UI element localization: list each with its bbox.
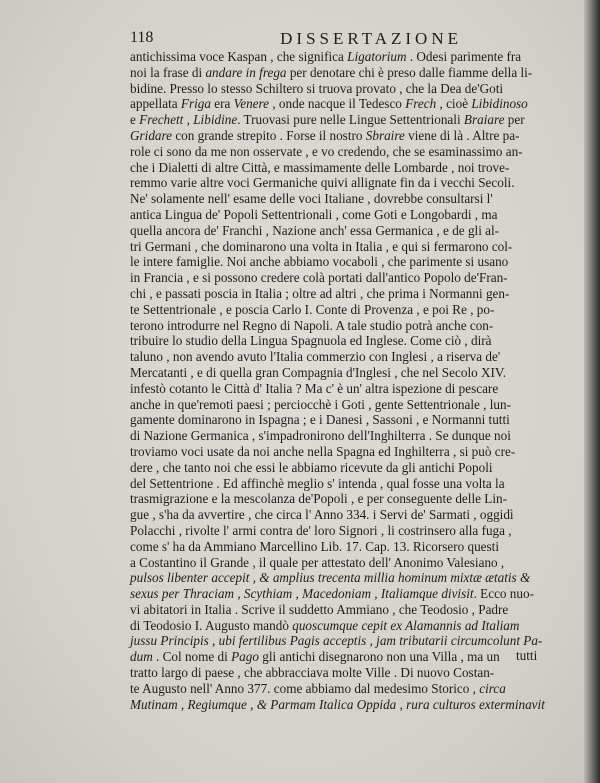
- catchword: tutti: [516, 648, 538, 663]
- text-line: [130, 49, 552, 65]
- text-segment: Frech: [405, 96, 437, 112]
- text-segment: di Teodosio I. Augusto mandò: [130, 617, 293, 633]
- text-segment: gue , s'ha da avvertire , che circa l' Anno 334. i Servi de' Sarmati , oggidì: [130, 507, 514, 523]
- text-line: [130, 507, 552, 523]
- text-segment: tri Germani , che dominarono una volta in Italia , e qui si fermarono col-: [130, 238, 513, 254]
- text-line: [130, 681, 552, 697]
- text-segment: gli antichi disegnarono non una Villa , ma un: [258, 649, 500, 665]
- text-segment: . Col nome di: [152, 649, 232, 665]
- text-segment: antichissima voce Kaspan , che significa: [130, 49, 348, 64]
- text-segment: per: [504, 112, 525, 128]
- text-line: [130, 412, 552, 428]
- text-line: [130, 333, 552, 349]
- text-segment: quoscumque cepit ex Alamannis ad Italiam: [292, 617, 520, 633]
- text-segment: Ligatorium: [347, 49, 407, 64]
- text-segment: Mutinam , Regiumque , & Parmam Italica Oppida , rura culturos exterminavit: [130, 696, 545, 712]
- text-line: [130, 144, 552, 160]
- text-line: [130, 523, 552, 539]
- text-line: [130, 239, 552, 255]
- text-line: [130, 586, 552, 602]
- text-segment: bidine. Presso lo stesso Schiltero si truova provato , che la Dea de'Goti: [130, 80, 504, 96]
- text-segment: di Nazione Germanica , s'impadronirono dell'Inghilterra . Se dunque noi: [130, 428, 511, 444]
- text-segment: Sbraire: [365, 127, 405, 143]
- text-segment: per denotare chi è preso dalle fiamme della li-: [286, 64, 533, 80]
- text-segment: del Settentrione . Ed affinchè meglio s' intenda , qual fosse una volta la: [130, 475, 505, 491]
- text-segment: Venere: [233, 96, 270, 112]
- text-line: [130, 160, 552, 176]
- text-segment: con grande strepito . Forse il nostro: [172, 127, 366, 143]
- text-segment: pulsos libenter accepit , & amplius trecenta millia hominum mixtæ ætatis &: [130, 570, 531, 586]
- text-line: [130, 697, 552, 713]
- text-segment: troviamo voci usate da noi anche nella Spagna ed Inghilterra , si può cre-: [130, 443, 516, 459]
- text-line: [130, 270, 552, 286]
- text-segment: Gridare: [130, 127, 173, 143]
- text-line: [130, 491, 552, 507]
- text-segment: andare in frega: [205, 64, 287, 80]
- text-segment: remmo varie altre voci Germaniche quivi allignate fin da i vecchi Secoli.: [130, 175, 515, 191]
- page-edge-shadow: [584, 0, 600, 783]
- text-segment: noi la frase di: [130, 64, 206, 80]
- text-segment: Frechett , Libidine: [139, 112, 238, 128]
- text-segment: anche in que'remoti paesi ; perciocchè i Goti , gente Settentrionale , lun-: [130, 396, 512, 412]
- text-segment: Friga: [180, 96, 211, 112]
- text-line: [130, 318, 552, 334]
- text-segment: a Costantino il Grande , il quale per attestato dell' Anonimo Valesiano ,: [130, 554, 505, 570]
- text-segment: Ne' solamente nell' esame delle voci Italiane , dovrebbe consultarsi l': [130, 191, 493, 207]
- text-segment: terono introdurre nel Regno di Napoli. A tale studio potrà anche con-: [130, 317, 494, 333]
- text-segment: dere , che tanto noi che essi le abbiamo ricevute da gli antichi Popoli: [130, 459, 493, 475]
- text-segment: Polacchi , rivolte l' armi contra de' loro Signori , li costrinsero alla fuga ,: [130, 522, 512, 538]
- text-line: [130, 207, 552, 223]
- text-line: [130, 175, 552, 191]
- text-segment: Braiare: [463, 112, 505, 128]
- text-line: [130, 286, 552, 302]
- text-line: [130, 397, 552, 413]
- text-line: [130, 570, 552, 586]
- text-segment: viene di là . Altre pa-: [404, 127, 520, 143]
- text-segment: antica Lingua de' Popoli Settentrionali , come Goti e Longobardi , ma: [130, 206, 498, 222]
- text-line: [130, 81, 552, 97]
- text-segment: Pago: [231, 649, 259, 665]
- text-segment: . Truovasi pure nelle Lingue Settentrionali: [237, 112, 464, 128]
- text-line: [130, 223, 552, 239]
- text-segment: vi abitatori in Italia . Scrive il suddetto Ammiano , che Teodosio , Padre: [130, 601, 509, 617]
- text-line: [130, 96, 552, 112]
- text-segment: Libidinoso: [471, 96, 528, 112]
- text-line: [130, 302, 552, 318]
- text-line: [130, 460, 552, 476]
- text-line: [130, 381, 552, 397]
- text-line: [130, 649, 552, 665]
- text-segment: e: [130, 112, 140, 128]
- text-segment: infestò cotanto le Città d' Italia ? Ma c' è un' altra ispezione di pescare: [130, 380, 499, 396]
- text-segment: tribuire lo studio della Lingua Spagnuola ed Inglese. Come ciò , dirà: [130, 333, 492, 349]
- text-line: [130, 444, 552, 460]
- text-line: [130, 254, 552, 270]
- text-segment: dum: [130, 649, 153, 665]
- text-segment: sexus per Thraciam , Scythiam , Macedoniam , Italiamque divisit: [130, 586, 474, 602]
- text-segment: . Odesi parimente fra: [406, 49, 522, 64]
- running-title: DISSERTAZIONE: [280, 29, 462, 48]
- text-line: [130, 65, 552, 81]
- text-line: [130, 365, 552, 381]
- text-line: [130, 428, 552, 444]
- text-segment: tratto largo di paese , che abbracciava molte Ville . Di nuovo Costan-: [130, 665, 495, 681]
- text-segment: te Augusto nell' Anno 377. come abbiamo dal medesimo Storico ,: [130, 680, 480, 696]
- text-segment: chi , e passati poscia in Italia ; oltre ad altri , che prima i Normanni gen-: [130, 285, 510, 301]
- text-line: [130, 112, 552, 128]
- text-segment: , onde nacque il Tedesco: [269, 96, 406, 112]
- text-segment: te Settentrionale , e poscia Carlo I. Conte di Provenza , e poi Re , po-: [130, 301, 495, 317]
- text-segment: trasmigrazione e la mescolanza de'Popoli , e per conseguente delle Lin-: [130, 491, 507, 507]
- text-line: [130, 128, 552, 144]
- text-segment: appellata: [130, 96, 181, 112]
- text-line: [130, 618, 552, 634]
- text-line: [130, 665, 552, 681]
- text-line: [130, 191, 552, 207]
- text-line: [130, 602, 552, 618]
- text-line: [130, 349, 552, 365]
- text-segment: era: [210, 96, 234, 112]
- text-segment: come s' ha da Ammiano Marcellino Lib. 17. Cap. 13. Ricorsero questi: [130, 538, 499, 554]
- text-line: [130, 539, 552, 555]
- text-segment: role ci sono da me non osservate , e vo credendo, che se esaminassimo an-: [130, 143, 523, 159]
- page-number: 118: [130, 29, 154, 46]
- text-segment: circa: [479, 680, 506, 696]
- text-segment: gamente dominarono in Ispagna ; e i Danesi , Sassoni , e Normanni tutti: [130, 412, 510, 428]
- text-line: [130, 555, 552, 571]
- text-segment: , cioè: [436, 96, 472, 112]
- text-segment: . Ecco nuo-: [473, 586, 534, 602]
- body-text: [130, 49, 552, 712]
- text-segment: in Francia , e si possono credere colà portati dall'antico Popolo de'Fran-: [130, 270, 508, 286]
- text-line: [130, 476, 552, 492]
- text-segment: jussu Principis , ubi fertilibus Pagis acceptis , jam tributarii circumcolunt Pa-: [130, 633, 543, 649]
- text-segment: quella ancora de' Franchi , Nazione anch' essa Germanica , e de gli al-: [130, 222, 500, 238]
- text-segment: le intere famiglie. Noi anche abbiamo vocaboli , che parimente si usano: [130, 254, 509, 270]
- running-header: [130, 29, 462, 49]
- text-line: [130, 633, 552, 649]
- text-segment: taluno , non avendo avuto l'Italia commerzio con Inglesi , a riserva de': [130, 349, 501, 365]
- text-segment: Mercatanti , e di quella gran Compagnia d'Inglesi , che nel Secolo XIV.: [130, 364, 507, 380]
- text-segment: che i Dialetti di altre Città, e massimamente delle Lombarde , noi trove-: [130, 159, 510, 175]
